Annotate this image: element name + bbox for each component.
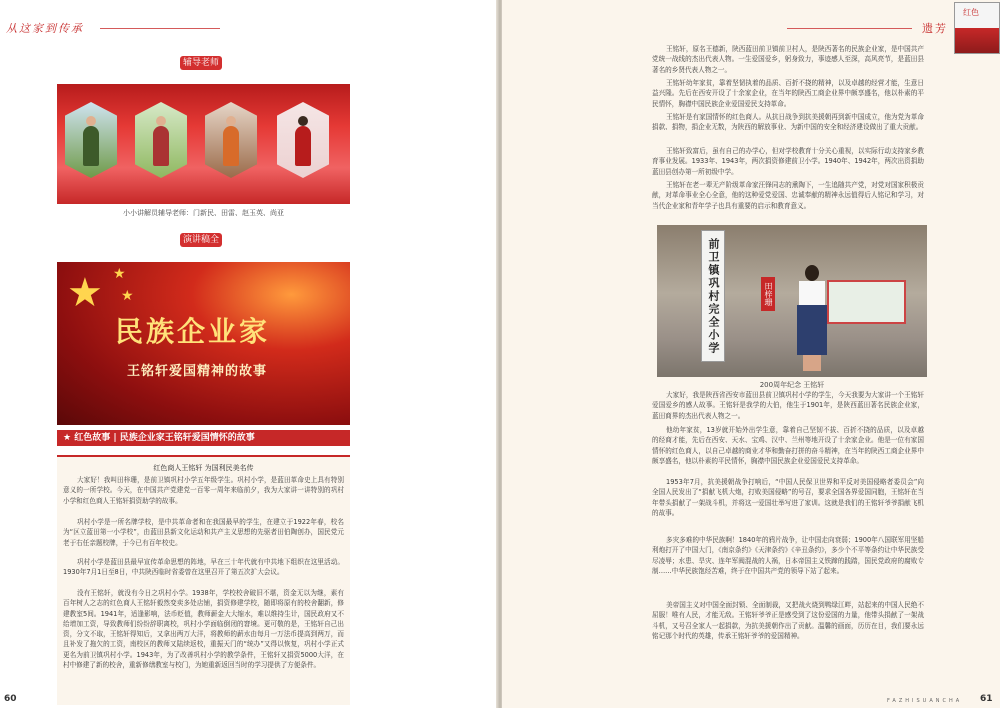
page-number-right: 61	[980, 694, 993, 704]
article-paragraph: 多灾多难的中华民族啊！1840年的鸦片战争，让中国走向衰弱；1900年八国联军用坚船利炮打开了中国大门，《南京条约》《天津条约》《辛丑条约》，多少个不平等条约让中华民族受尽凌辱；水患、旱灾、连年军阀混战的人祸，日本帝国主义铁蹄的践踏，国民党政府的腐败专制……中华民族饱经苦难，终于在中国共产党的领导下站了起来。	[652, 536, 924, 575]
header-rule	[100, 28, 220, 29]
running-head-left: 从这家到传承	[6, 22, 84, 35]
tutors-photo-strip	[57, 84, 350, 204]
speech-paragraph: 巩村小学是一所名牌学校，是中共革命者和在我国最早的学生，在建立于1922年春，校名为“区立蓝田第一小学校”，由蓝田县新文化运动和共产主义思想的先驱者田伯陶创办，国民党元老于右任亲题校牌，于今已有百年校史。	[63, 518, 344, 547]
speech-paragraph: 巩村小学是蓝田县最早宣传革命思想的阵地，早在三十年代就有中共地下组织在这里活动。1930年7月1日至8日，中共陕西临时省委曾在这里召开了第五次扩大会议。	[63, 558, 344, 577]
tutors-label: 辅导老师	[180, 56, 222, 70]
article-paragraph: 王铭轩，原名王德新，陕西蓝田前卫镇前卫村人，是陕西著名的民族企业家，是中国共产党统一战线的杰出代表人物。一生爱国爱乡，躬身致力，事迹感人至深，高风亮节，是蓝田县著名的乡贤代表人物之一。	[652, 45, 924, 74]
article-paragraph: 王铭轩是有家国情怀的红色商人。从抗日战争到抗美援朝再到新中国成立，他为党为革命捐款、捐物，捐企业无数，为陕西的解放事业、为新中国的安全和经济建设做出了重大贡献。	[652, 113, 924, 132]
header-rule	[787, 28, 912, 29]
tutor-photo	[65, 102, 117, 178]
school-sign: 前卫镇巩村完全小学	[701, 230, 725, 362]
school-photo-caption: 200周年纪念 王铭轩	[759, 381, 825, 389]
star-icon: ★	[121, 288, 134, 304]
tutors-caption: 小小讲解员辅导老师：门新民、田雷、赵玉英、尚亚	[123, 209, 284, 217]
article-paragraph: 王铭轩致富后，虽有自己的办学心，但对学校教育十分关心重视，以实际行动支持家乡教育事业发展。1933年、1943年，两次捐资修建前卫小学。1940年、1942年，两次出资捐助蓝田县创办第一所初级中学。	[652, 147, 924, 176]
article-paragraph: 1953年7月，抗美援朝战争打响后，“中国人民保卫世界和平反对美国侵略者委员会”向全国人民发出了“捐献飞机大炮，打败美国侵略”的号召，要求全国各界爱国同胞，王铭轩在当年带头捐献了一架战斗机，并将这一爱国壮举写进了家训。这就是我们的王铭轩爷爷捐献飞机的故事。	[652, 478, 924, 517]
story-strip-title	[57, 430, 350, 446]
tutor-photo	[135, 102, 187, 178]
school-gate-photo	[657, 225, 927, 377]
article-paragraph: 王铭轩在老一辈无产阶级革命家汪锋同志的熏陶下，一生追随共产党，对党对国家积极贡献，对革命事业全心全意，他的这种爱党爱国、忠诚奉献的精神永远值得后人铭记和学习，对当代企业家和青年学子也具有重要的启示和教育意义。	[652, 181, 924, 210]
speech-paragraph: 大家好！我叫田梓珊，是前卫镇巩村小学五年级学生。巩村小学，是蓝田革命史上具有特别意义的一所学校。今天，在中国共产党建党一百零一周年来临前夕，我为大家讲一讲特别的巩村小学和红色商人王铭轩捐资助学的故事。	[63, 476, 344, 505]
notice-board	[827, 280, 906, 324]
article-paragraph: 大家好，我是陕西省西安市蓝田县前卫镇巩村小学的学生，今天我要为大家讲一个王铭轩爱国爱乡的感人故事。王铭轩是我学的大伯，他生于1901年，是陕西蓝田著名民族企业家，蓝田商界的杰出代表人物之一。	[652, 391, 924, 420]
speech-label: 演讲稿全文	[180, 233, 222, 247]
strip-title-text: 红色故事 | 民族企业家王铭轩爱国情怀的故事	[74, 433, 255, 443]
article-paragraph: 王铭轩幼年家贫，靠着坚韧执着的品质、百折不挠的精神，以及卓越的经营才能，生意日益兴隆。先后在西安开设了十余家企业，在当年的陕西工商企业界中颇享盛名，他以朴素的平民情怀，胸襟中国民族企业爱国爱民支持革命。	[652, 79, 924, 108]
book-cover-thumbnail	[954, 2, 1000, 54]
star-icon: ★	[67, 270, 103, 316]
right-page	[502, 0, 1000, 708]
banner-title: 民族企业家	[115, 315, 271, 348]
name-tag: 田梓珊	[761, 277, 775, 311]
running-head-right: 遗芳	[922, 22, 948, 35]
banner-subtitle: 王铭轩爱国精神的故事	[127, 364, 268, 379]
speech-heading: 红色商人王铭轩 为国利民美名传	[153, 464, 254, 472]
star-icon: ★	[63, 433, 75, 443]
star-icon: ★	[113, 266, 126, 282]
tutor-photo	[205, 102, 257, 178]
footer-brand: FAZHISUANCHA	[887, 698, 963, 704]
speech-paragraph: 没有王铭轩，就没有今日之巩村小学。1938年，学校校舍破旧不堪，资金无以为继，素有百年树人之志的红色商人王铭轩毅然变卖多处店铺，捐资修建学校，随即将原有的校舍翻新，修建教室5间。1941年，适逢影响，法币贬值，教师薪金大大缩水，难以维持生计，国民政府又不给增加工资，导致教师们纷纷辞职离校，巩村小学面临倒闭的窘境。更可敬的是，王铭轩自己出资，分文不取，王铭轩得知后，又拿出两万大洋，将教师的薪水由每月一万法币提高到两万，而且补发了拖欠的工资，南校区的教师又陆续返校，重振天门的“统办”又得以恢复，巩村小学正式更名为前卫镇巩村小学。1943年，为了改善巩村小学的教学条件，王铭轩又捐资5000大洋，在村中修建了新的校舍，重新修缮教室与校门，为她重新返回当时的学习提供了方便条件。	[63, 589, 344, 670]
speech-banner	[57, 262, 350, 425]
article-paragraph: 他幼年家贫，13岁就开始外出学生意，靠着自己坚韧不拔、百折不挠的品质，以及卓越的经商才能，先后在西安、天水、宝鸡、汉中、兰州等地开设了十余家企业。他是一位有家国情怀的红色商人，以自己卓越的商业才华和勤奋打拼的奋斗精神，在当年的陕西工商企业界中颇享盛名，他以朴素的平民情怀，胸襟中国民族企业爱国爱民支持革命。	[652, 426, 924, 465]
book-label: 红色	[963, 8, 979, 17]
page-number-left: 60	[4, 694, 17, 704]
article-paragraph: 美帝国主义对中国全面封锁、全面制裁，又把战火烧到鸭绿江畔，站起来的中国人民绝不屈服！唯有人民，才能无敌。王铭轩爷爷正是感受到了这份爱国的力量，他带头捐献了一架战斗机，又号召全家人一起捐款，为抗美援朝作出了贡献。温馨的画面，历历在目，我们要永远铭记那个时代的英雄，传承王铭轩爷爷的爱国精神。	[652, 601, 924, 640]
tutor-photo	[277, 102, 329, 178]
student-figure	[795, 265, 829, 373]
left-page	[0, 0, 498, 708]
speech-text-box	[57, 455, 350, 705]
